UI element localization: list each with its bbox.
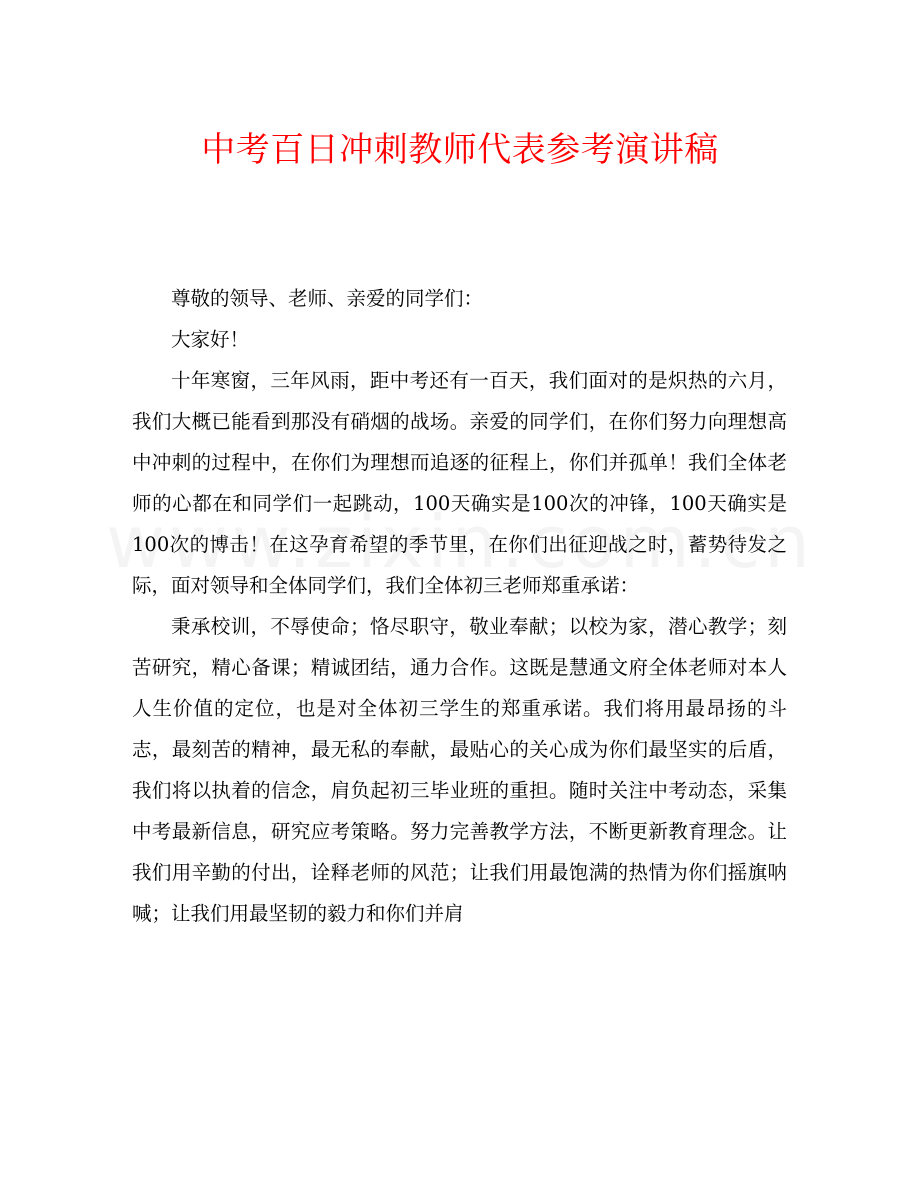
body-paragraph: 秉承校训，不辱使命；恪尽职守，敬业奉献；以校为家，潜心教学；刻苦研究，精心备课；精诚团结，通力合作。这既是慧通文府全体老师对本人人生价值的定位，也是对全体初三学生的郑重承诺。我们将用最昂扬的斗志，最刻苦的精神，最无私的奉献，最贴心的关心成为你们最坚实的后盾，我们将以执着的信念，肩负起初三毕业班的重担。随时关注中考动态，采集中考最新信息，研究应考策略。努力完善教学方法，不断更新教育理念。让我们用辛勤的付出，诠释老师的风范；让我们用最饱满的热情为你们摇旗呐喊；让我们用最坚韧的毅力和你们并肩 bbox=[132, 615, 787, 925]
body-paragraph: 十年寒窗，三年风雨，距中考还有一百天，我们面对的是炽热的六月，我们大概已能看到那没有硝烟的战场。亲爱的同学们，在你们努力向理想高中冲刺的过程中，在你们为理想而追逐的征程上，你们并孤单！我们全体老师的心都在和同学们一起跳动，100天确实是100次的冲锋，100天确实是100次的博击！在这孕育希望的季节里，在你们出征迎战之时，蓄势待发之际，面对领导和全体同学们，我们全体初三老师郑重承诺： bbox=[132, 369, 787, 597]
greeting-paragraph: 大家好！ bbox=[171, 328, 250, 351]
document-title: 中考百日冲刺教师代表参考演讲稿 bbox=[201, 130, 719, 170]
salutation-paragraph: 尊敬的领导、老师、亲爱的同学们： bbox=[171, 287, 484, 310]
document-body bbox=[132, 278, 787, 934]
